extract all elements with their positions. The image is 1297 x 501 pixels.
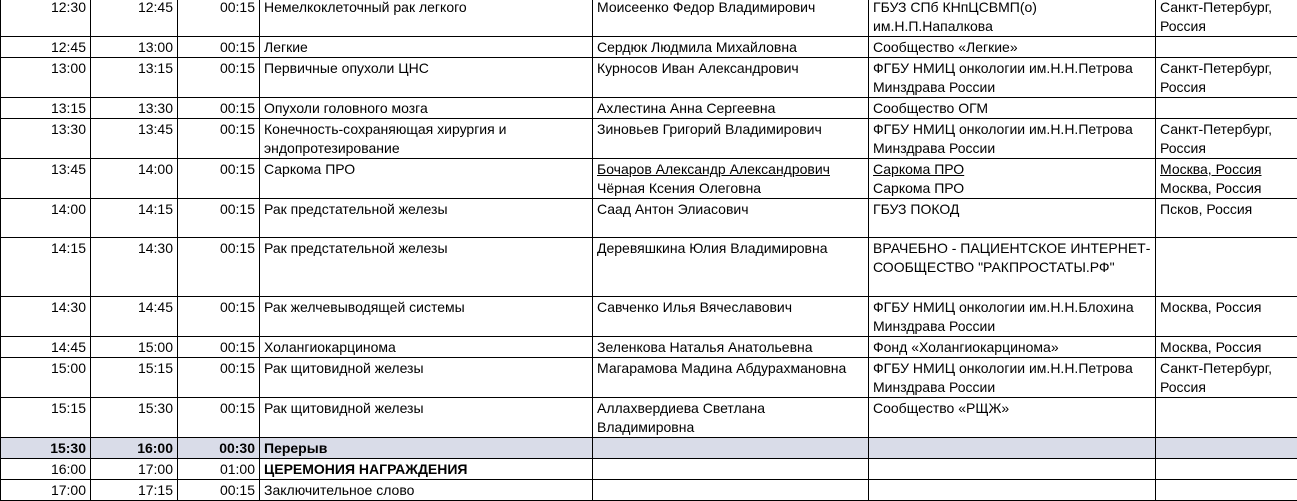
organization-cell: ФГБУ НМИЦ онкологии им.Н.Н.Петрова Минздрава России xyxy=(869,58,1156,98)
start-time: 15:15 xyxy=(1,398,91,438)
city-cell: Москва, Россия xyxy=(1156,337,1297,358)
topic-cell: Первичные опухоли ЦНС xyxy=(260,58,593,98)
duration: 00:15 xyxy=(178,119,260,159)
topic-cell: Рак предстательной железы xyxy=(260,199,593,238)
duration: 00:15 xyxy=(178,159,260,199)
start-time: 13:30 xyxy=(1,119,91,159)
topic-cell: Легкие xyxy=(260,37,593,58)
city-cell xyxy=(1156,98,1297,119)
table-row-break xyxy=(1,438,1297,459)
city-cell: Санкт-Петербург, Россия xyxy=(1156,0,1297,37)
speaker-cell xyxy=(593,438,869,459)
speaker-cell: Ахлестина Анна Сергеевна xyxy=(593,98,869,119)
start-time: 14:30 xyxy=(1,297,91,337)
organization-cell: Фонд «Холангиокарцинома» xyxy=(869,337,1156,358)
table-row xyxy=(1,238,1297,297)
end-time: 13:00 xyxy=(91,37,178,58)
speaker-cell: Савченко Илья Вячеславович xyxy=(593,297,869,337)
end-time: 17:00 xyxy=(91,459,178,480)
speaker-cell: Деревяшкина Юлия Владимировна xyxy=(593,238,869,297)
city-cell: Москва, Россия xyxy=(1156,297,1297,337)
city-cell: Санкт-Петербург, Россия xyxy=(1156,119,1297,159)
end-time: 14:30 xyxy=(91,238,178,297)
topic-cell: ЦЕРЕМОНИЯ НАГРАЖДЕНИЯ xyxy=(260,459,593,480)
organization-cell: ФГБУ НМИЦ онкологии им.Н.Н.Петрова Минздрава России xyxy=(869,119,1156,159)
table-row xyxy=(1,37,1297,58)
start-time: 14:15 xyxy=(1,238,91,297)
duration: 00:15 xyxy=(178,0,260,37)
duration: 00:30 xyxy=(178,438,260,459)
city-cell xyxy=(1156,480,1297,501)
table-row xyxy=(1,98,1297,119)
organization-cell: ГБУЗ ПОКОД xyxy=(869,199,1156,238)
start-time: 13:45 xyxy=(1,159,91,199)
table-row xyxy=(1,0,1297,37)
topic-cell: Рак желчевыводящей системы xyxy=(260,297,593,337)
start-time: 14:00 xyxy=(1,199,91,238)
end-time: 13:30 xyxy=(91,98,178,119)
end-time: 14:45 xyxy=(91,297,178,337)
speaker-cell: Курносов Иван Александрович xyxy=(593,58,869,98)
table-row xyxy=(1,480,1297,501)
end-time: 15:15 xyxy=(91,358,178,398)
duration: 00:15 xyxy=(178,480,260,501)
city-name: Москва, Россия xyxy=(1160,179,1293,198)
organization-cell: Сообщество ОГМ xyxy=(869,98,1156,119)
speaker-cell: Зиновьев Григорий Владимирович xyxy=(593,119,869,159)
table-row xyxy=(1,398,1297,438)
duration: 01:00 xyxy=(178,459,260,480)
topic-cell: Перерыв xyxy=(260,438,593,459)
organization-cell: ВРАЧЕБНО - ПАЦИЕНТСКОЕ ИНТЕРНЕТ-СООБЩЕСТВО "РАКПРОСТАТЫ.РФ" xyxy=(869,238,1156,297)
start-time: 17:00 xyxy=(1,480,91,501)
table-row xyxy=(1,119,1297,159)
organization-cell: ГБУЗ СПб КНпЦСВМП(о) им.Н.П.Напалкова xyxy=(869,0,1156,37)
end-time: 15:30 xyxy=(91,398,178,438)
organization-cell xyxy=(869,438,1156,459)
city-cell: Псков, Россия xyxy=(1156,199,1297,238)
topic-cell: Заключительное слово xyxy=(260,480,593,501)
city-cell: Санкт-Петербург, Россия xyxy=(1156,58,1297,98)
organization-name: Саркома ПРО xyxy=(873,179,1151,198)
end-time: 16:00 xyxy=(91,438,178,459)
table-row xyxy=(1,58,1297,98)
city-cell xyxy=(1156,398,1297,438)
organization-cell xyxy=(869,159,1156,199)
start-time: 12:45 xyxy=(1,37,91,58)
end-time: 12:45 xyxy=(91,0,178,37)
duration: 00:15 xyxy=(178,337,260,358)
organization-cell: ФГБУ НМИЦ онкологии им.Н.Н.Петрова Минздрава России xyxy=(869,358,1156,398)
start-time: 16:00 xyxy=(1,459,91,480)
speaker-cell: Зеленкова Наталья Анатольевна xyxy=(593,337,869,358)
topic-cell: Рак щитовидной железы xyxy=(260,398,593,438)
start-time: 12:30 xyxy=(1,0,91,37)
organization-cell: ФГБУ НМИЦ онкологии им.Н.Н.Блохина Минздрава России xyxy=(869,297,1156,337)
end-time: 14:15 xyxy=(91,199,178,238)
start-time: 15:00 xyxy=(1,358,91,398)
table-row xyxy=(1,297,1297,337)
speaker-cell: Саад Антон Элиасович xyxy=(593,199,869,238)
topic-cell: Холангиокарцинома xyxy=(260,337,593,358)
city-cell xyxy=(1156,459,1297,480)
organization-cell: Сообщество «Легкие» xyxy=(869,37,1156,58)
duration: 00:15 xyxy=(178,37,260,58)
start-time: 15:30 xyxy=(1,438,91,459)
speaker-name: Чёрная Ксения Олеговна xyxy=(597,179,864,198)
organization-cell: Сообщество «РЩЖ» xyxy=(869,398,1156,438)
city-cell: Санкт-Петербург, Россия xyxy=(1156,358,1297,398)
table-row xyxy=(1,159,1297,199)
speaker-name: Бочаров Александр Александрович xyxy=(597,160,864,179)
duration: 00:15 xyxy=(178,297,260,337)
city-cell xyxy=(1156,238,1297,297)
topic-cell: Конечность-сохраняющая хирургия и эндопротезирование xyxy=(260,119,593,159)
topic-cell: Рак предстательной железы xyxy=(260,238,593,297)
end-time: 13:45 xyxy=(91,119,178,159)
speaker-cell xyxy=(593,159,869,199)
start-time: 13:00 xyxy=(1,58,91,98)
duration: 00:15 xyxy=(178,58,260,98)
topic-cell: Саркома ПРО xyxy=(260,159,593,199)
table-row xyxy=(1,199,1297,238)
topic-cell: Опухоли головного мозга xyxy=(260,98,593,119)
topic-cell: Рак щитовидной железы xyxy=(260,358,593,398)
end-time: 13:15 xyxy=(91,58,178,98)
topic-cell: Немелкоклеточный рак легкого xyxy=(260,0,593,37)
end-time: 14:00 xyxy=(91,159,178,199)
duration: 00:15 xyxy=(178,398,260,438)
table-row xyxy=(1,337,1297,358)
start-time: 14:45 xyxy=(1,337,91,358)
city-cell xyxy=(1156,438,1297,459)
duration: 00:15 xyxy=(178,98,260,119)
table-row xyxy=(1,459,1297,480)
city-cell xyxy=(1156,159,1297,199)
duration: 00:15 xyxy=(178,199,260,238)
speaker-cell: Магарамова Мадина Абдурахмановна xyxy=(593,358,869,398)
organization-cell xyxy=(869,459,1156,480)
table-row xyxy=(1,358,1297,398)
speaker-cell xyxy=(593,480,869,501)
duration: 00:15 xyxy=(178,238,260,297)
speaker-cell xyxy=(593,459,869,480)
speaker-cell: Аллахвердиева Светлана Владимировна xyxy=(593,398,869,438)
duration: 00:15 xyxy=(178,358,260,398)
city-name: Москва, Россия xyxy=(1160,160,1293,179)
start-time: 13:15 xyxy=(1,98,91,119)
organization-cell xyxy=(869,480,1156,501)
speaker-cell: Сердюк Людмила Михайловна xyxy=(593,37,869,58)
end-time: 15:00 xyxy=(91,337,178,358)
speaker-cell: Моисеенко Федор Владимирович xyxy=(593,0,869,37)
organization-name: Саркома ПРО xyxy=(873,160,1151,179)
city-cell xyxy=(1156,37,1297,58)
end-time: 17:15 xyxy=(91,480,178,501)
